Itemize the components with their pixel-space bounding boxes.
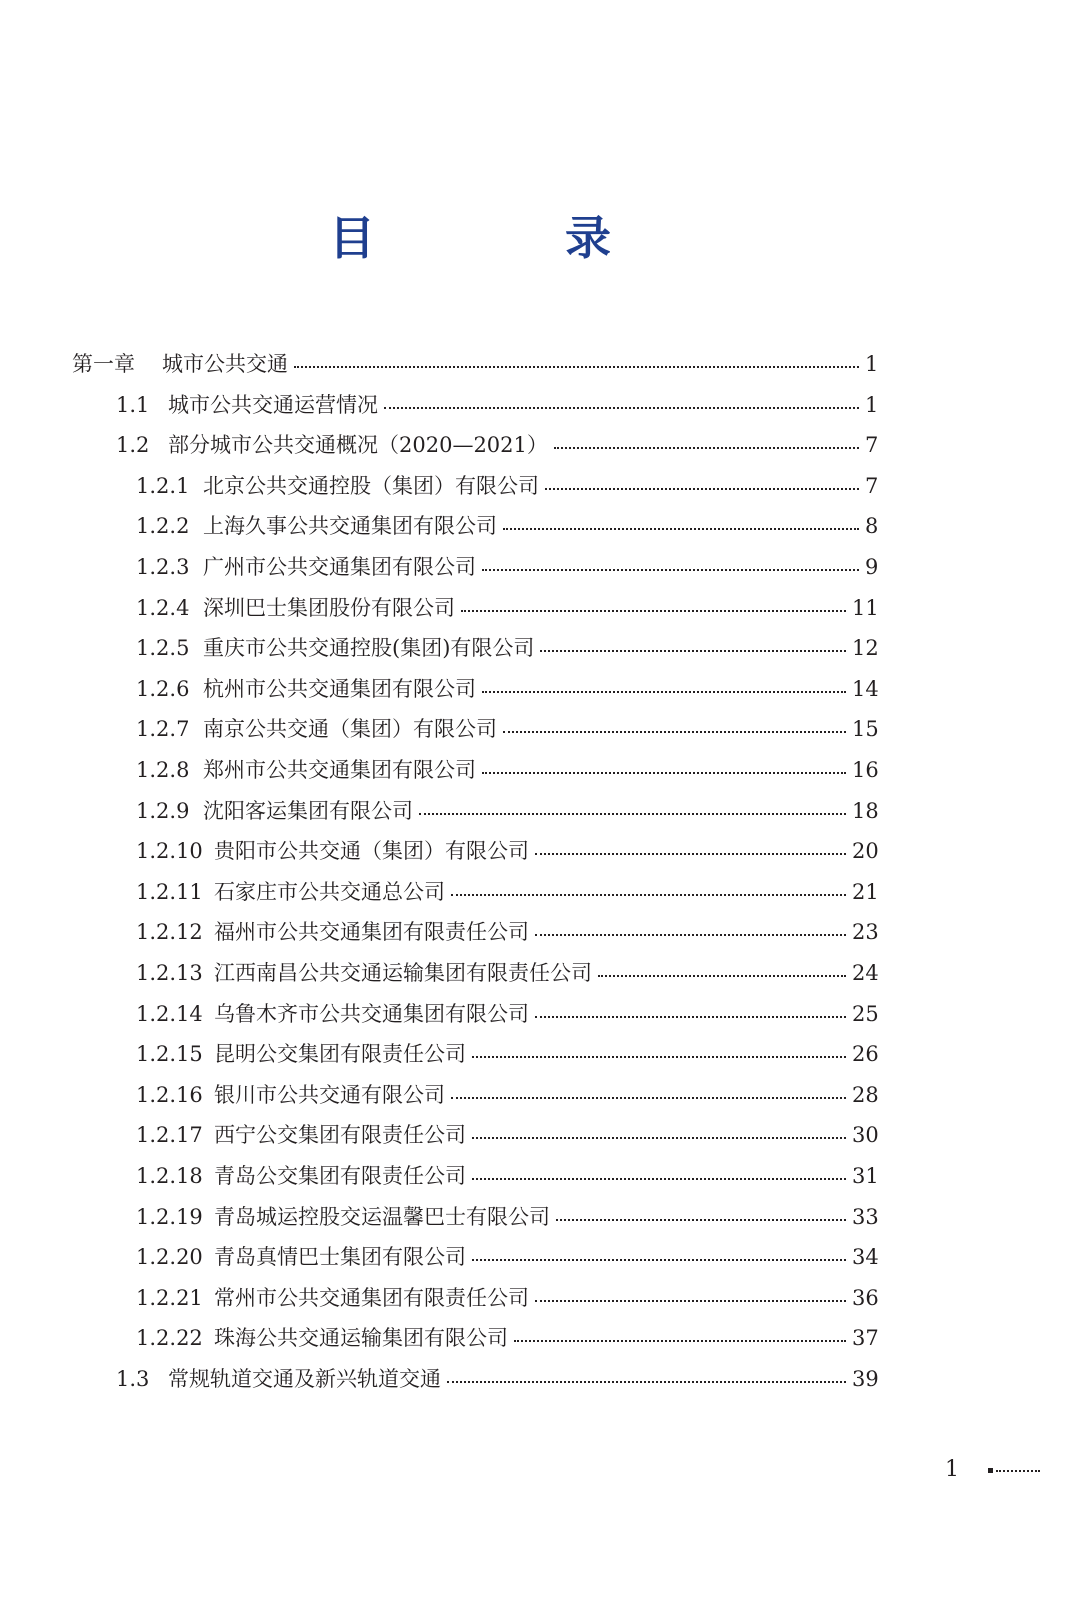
toc-entry-page: 37: [852, 1326, 879, 1350]
toc-entry-title: 上海久事公共交通集团有限公司: [203, 514, 497, 538]
toc-entry-page: 39: [852, 1367, 879, 1391]
toc-entry-number: 1.2.7: [136, 717, 190, 741]
toc-entry[interactable]: [136, 1034, 878, 1074]
toc-entry-title: 部分城市公共交通概况（2020—2021）: [168, 433, 548, 457]
toc-entry[interactable]: [136, 912, 878, 952]
toc-entry[interactable]: [116, 1359, 878, 1399]
toc-leader-dots: [482, 669, 846, 709]
toc-leader-dots: [514, 1318, 846, 1358]
toc-entry-page: 15: [852, 717, 879, 741]
toc-entry-number: 1.2.14: [136, 1002, 203, 1026]
toc-leader-dots: [598, 953, 846, 993]
toc-leader-dots: [294, 344, 859, 384]
toc-entry-page: 24: [852, 961, 879, 985]
toc-leader-dots: [503, 506, 859, 546]
toc-entry-title: 昆明公交集团有限责任公司: [214, 1042, 466, 1066]
toc-entry[interactable]: [136, 1237, 878, 1277]
toc-entry-title: 银川市公共交通有限公司: [214, 1083, 445, 1107]
toc-entry[interactable]: [116, 385, 878, 425]
toc-entry[interactable]: [136, 506, 878, 546]
toc-entry-number: 1.2.4: [136, 596, 190, 620]
toc-entry[interactable]: [136, 1278, 878, 1318]
toc-entry-number: 1.2.5: [136, 636, 190, 660]
toc-entry-number: 1.2.17: [136, 1123, 203, 1147]
toc-entry-number: 1.2.21: [136, 1286, 203, 1310]
toc-entry-page: 9: [865, 555, 879, 579]
toc-leader-dots: [535, 831, 846, 871]
toc-entry-number: 1.2.6: [136, 677, 190, 701]
toc-entry-title: 青岛公交集团有限责任公司: [214, 1164, 466, 1188]
toc-entry-title: 珠海公共交通运输集团有限公司: [214, 1326, 508, 1350]
toc-leader-dots: [461, 588, 846, 628]
toc-entry-number: 1.2.18: [136, 1164, 203, 1188]
toc-leader-dots: [451, 1075, 846, 1115]
toc-leader-dots: [540, 628, 846, 668]
toc-entry-number: 1.2.12: [136, 920, 203, 944]
toc-entry[interactable]: [136, 466, 878, 506]
footer-leader-ornament: [988, 1469, 1040, 1473]
toc-entry-title: 石家庄市公共交通总公司: [214, 880, 445, 904]
toc-entry-title: 城市公共交通: [162, 352, 288, 376]
toc-entry-page: 21: [852, 880, 879, 904]
toc-leader-dots: [503, 709, 846, 749]
toc-entry-page: 26: [852, 1042, 879, 1066]
toc-entry-page: 34: [852, 1245, 879, 1269]
toc-leader-dots: [482, 547, 859, 587]
toc-entry-page: 25: [852, 1002, 879, 1026]
toc-leader-dots: [545, 466, 859, 506]
toc-leader-dots: [472, 1034, 846, 1074]
toc-entry[interactable]: [136, 1075, 878, 1115]
toc-leader-dots: [482, 750, 846, 790]
toc-entry-page: 1: [865, 352, 879, 376]
toc-entry-page: 7: [865, 433, 879, 457]
toc-entry-number: 1.3: [116, 1367, 150, 1391]
toc-leader-dots: [384, 385, 859, 425]
toc-entry-title: 郑州市公共交通集团有限公司: [203, 758, 476, 782]
toc-entry-number: 1.2.22: [136, 1326, 203, 1350]
toc-entry-number: 1.2: [116, 433, 150, 457]
toc-entry-title: 福州市公共交通集团有限责任公司: [214, 920, 529, 944]
toc-entry[interactable]: [136, 709, 878, 749]
toc-entry[interactable]: [136, 669, 878, 709]
toc-entry-title: 深圳巴士集团股份有限公司: [203, 596, 455, 620]
toc-entry[interactable]: [72, 344, 878, 384]
toc-entry-page: 11: [852, 596, 879, 620]
toc-entry-number: 1.2.13: [136, 961, 203, 985]
toc-leader-dots: [472, 1237, 846, 1277]
toc-entry-title: 常规轨道交通及新兴轨道交通: [168, 1367, 441, 1391]
toc-entry[interactable]: [136, 588, 878, 628]
toc-leader-dots: [472, 1115, 846, 1155]
toc-entry[interactable]: [136, 750, 878, 790]
footer-dotted-line: [996, 1470, 1040, 1472]
toc-entry[interactable]: [116, 425, 878, 465]
toc-entry-page: 20: [852, 839, 879, 863]
toc-entry-page: 7: [865, 474, 879, 498]
toc-entry-title: 城市公共交通运营情况: [168, 393, 378, 417]
toc-entry-title: 南京公共交通（集团）有限公司: [203, 717, 497, 741]
toc-entry[interactable]: [136, 831, 878, 871]
toc-entry-page: 36: [852, 1286, 879, 1310]
toc-entry-title: 青岛城运控股交运温馨巴士有限公司: [214, 1205, 550, 1229]
toc-leader-dots: [556, 1197, 846, 1237]
toc-leader-dots: [447, 1359, 846, 1399]
toc-entry[interactable]: [136, 872, 878, 912]
toc-entry-page: 23: [852, 920, 879, 944]
toc-leader-dots: [535, 1278, 846, 1318]
toc-entry-number: 1.2.2: [136, 514, 190, 538]
toc-entry-number: 1.2.20: [136, 1245, 203, 1269]
toc-leader-dots: [472, 1156, 846, 1196]
toc-entry-number: 1.1: [116, 393, 150, 417]
toc-entry-number: 1.2.11: [136, 880, 203, 904]
toc-entry-title: 北京公共交通控股（集团）有限公司: [203, 474, 539, 498]
toc-leader-dots: [451, 872, 846, 912]
page-title: 目 录: [329, 211, 683, 265]
toc-entry-number: 1.2.8: [136, 758, 190, 782]
toc-entry-title: 江西南昌公共交通运输集团有限责任公司: [214, 961, 592, 985]
toc-entry-number: 1.2.3: [136, 555, 190, 579]
toc-entry-number: 1.2.16: [136, 1083, 203, 1107]
toc-entry-title: 青岛真情巴士集团有限公司: [214, 1245, 466, 1269]
toc-entry-title: 广州市公共交通集团有限公司: [203, 555, 476, 579]
toc-entry-page: 14: [852, 677, 879, 701]
toc-entry-page: 8: [865, 514, 879, 538]
toc-entry-title: 乌鲁木齐市公共交通集团有限公司: [214, 1002, 529, 1026]
toc-entry-title: 重庆市公共交通控股(集团)有限公司: [203, 636, 535, 660]
toc-entry[interactable]: [136, 791, 878, 831]
toc-entry-number: 1.2.1: [136, 474, 190, 498]
toc-entry-number: 1.2.15: [136, 1042, 203, 1066]
toc-entry-title: 西宁公交集团有限责任公司: [214, 1123, 466, 1147]
toc-entry[interactable]: [136, 953, 878, 993]
toc-leader-dots: [419, 791, 846, 831]
toc-entry[interactable]: [136, 1318, 878, 1358]
toc-entry[interactable]: [136, 1156, 878, 1196]
toc-entry[interactable]: [136, 1115, 878, 1155]
toc-entry-title: 杭州市公共交通集团有限公司: [203, 677, 476, 701]
toc-entry[interactable]: [136, 994, 878, 1034]
toc-entry-page: 33: [852, 1205, 879, 1229]
toc-entry-page: 1: [865, 393, 879, 417]
toc-entry-number: 1.2.19: [136, 1205, 203, 1229]
toc-entry-title: 常州市公共交通集团有限责任公司: [214, 1286, 529, 1310]
toc-entry-page: 30: [852, 1123, 879, 1147]
toc-entry[interactable]: [136, 628, 878, 668]
toc-leader-dots: [554, 425, 859, 465]
toc-entry[interactable]: [136, 547, 878, 587]
toc-entry-page: 18: [852, 799, 879, 823]
toc-entry-number: 1.2.9: [136, 799, 190, 823]
toc-entry-page: 31: [852, 1164, 879, 1188]
toc-leader-dots: [535, 994, 846, 1034]
toc-entry-page: 16: [852, 758, 879, 782]
toc-entry-title: 贵阳市公共交通（集团）有限公司: [214, 839, 529, 863]
footer-square-mark: [988, 1468, 993, 1473]
toc-entry-number: 第一章: [72, 352, 135, 376]
toc-entry-page: 28: [852, 1083, 879, 1107]
toc-entry-page: 12: [852, 636, 879, 660]
toc-entry[interactable]: [136, 1197, 878, 1237]
footer-page-number: 1: [945, 1457, 959, 1482]
toc-entry-title: 沈阳客运集团有限公司: [203, 799, 413, 823]
toc-entry-number: 1.2.10: [136, 839, 203, 863]
toc-leader-dots: [535, 912, 846, 952]
